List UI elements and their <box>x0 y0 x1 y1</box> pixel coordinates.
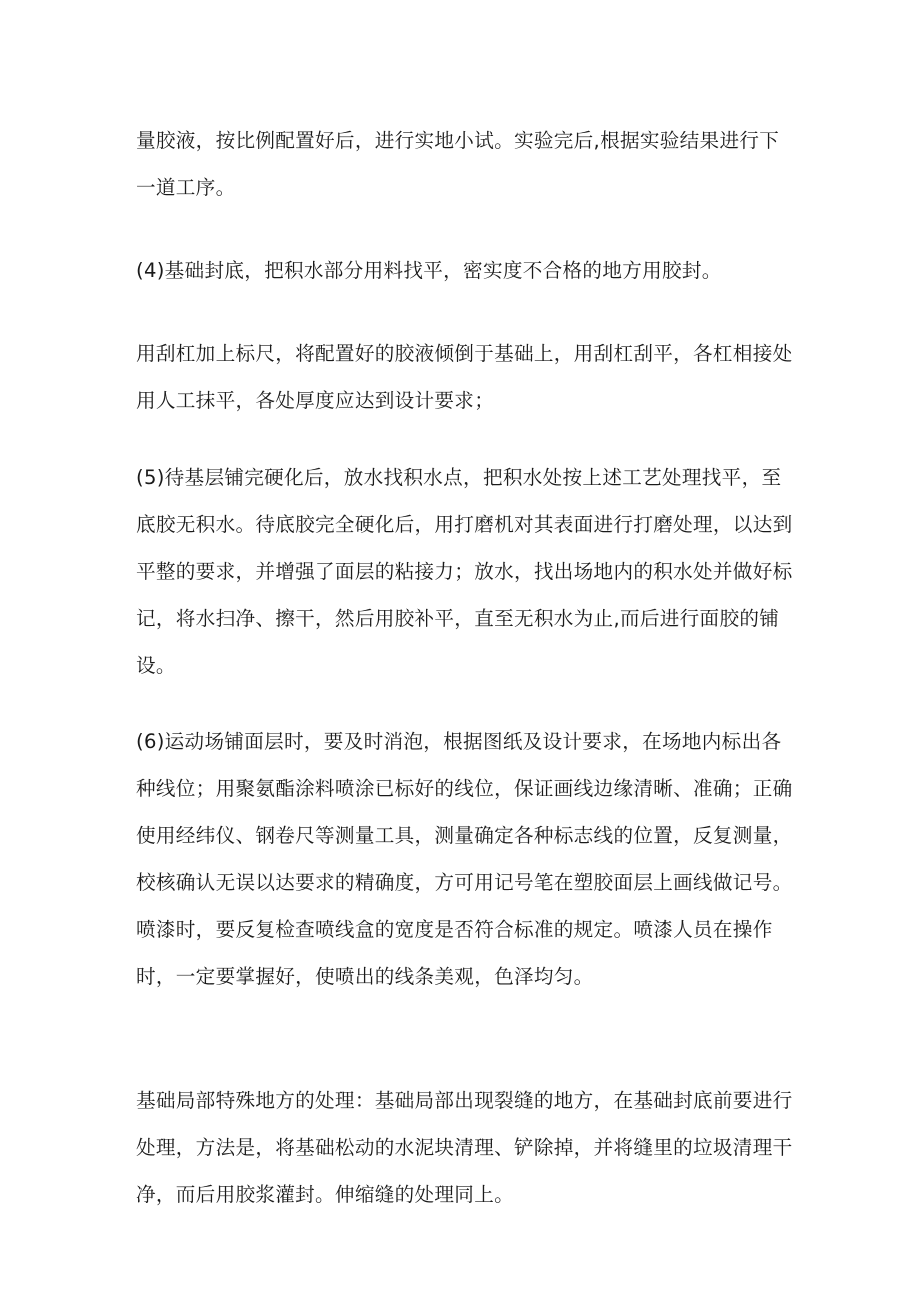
paragraph-step-5-hardening: (5)待基层铺完硬化后，放水找积水点，把积水处按上述工艺处理找平，至底胶无积水。待底胶完全硬化后，用打磨机对其表面进行打磨处理，以达到平整的要求，并增强了面层的粘接力；放水，找出场地内的积水处并做好标记，将水扫净、擦干，然后用胶补平，直至无积水为止,而后进行面胶的铺设。 <box>136 466 793 677</box>
paragraph-special-treatment: 基础局部特殊地方的处理：基础局部出现裂缝的地方，在基础封底前要进行处理，方法是，将基础松动的水泥块清理、铲除掉，并将缝里的垃圾清理干净，而后用胶浆灌封。伸缩缝的处理同上。 <box>136 1089 793 1206</box>
paragraph-scraper-leveling: 用刮杠加上标尺，将配置好的胶液倾倒于基础上，用刮杠刮平，各杠相接处用人工抹平，各处厚度应达到设计要求； <box>136 342 793 412</box>
paragraph-step-4-base-sealing: (4)基础封底，把积水部分用料找平，密实度不合格的地方用胶封。 <box>136 259 722 282</box>
paragraph-glue-trial: 量胶液，按比例配置好后，进行实地小试。实验完后,根据实验结果进行下一道工序。 <box>136 129 780 199</box>
paragraph-step-6-surface-lines: (6)运动场铺面层时，要及时消泡，根据图纸及设计要求，在场地内标出各种线位；用聚氨酯涂料喷涂已标好的线位，保证画线边缘清晰、准确；正确使用经纬仪、钢卷尺等测量工具，测量确定各种标志线的位置，反复测量，校核确认无误以达要求的精确度，方可用记号笔在塑胶面层上画线做记号。喷漆时，要反复检查喷线盒的宽度是否符合标准的规定。喷漆人员在操作时，一定要掌握好，使喷出的线条美观，色泽均匀。 <box>136 730 793 988</box>
